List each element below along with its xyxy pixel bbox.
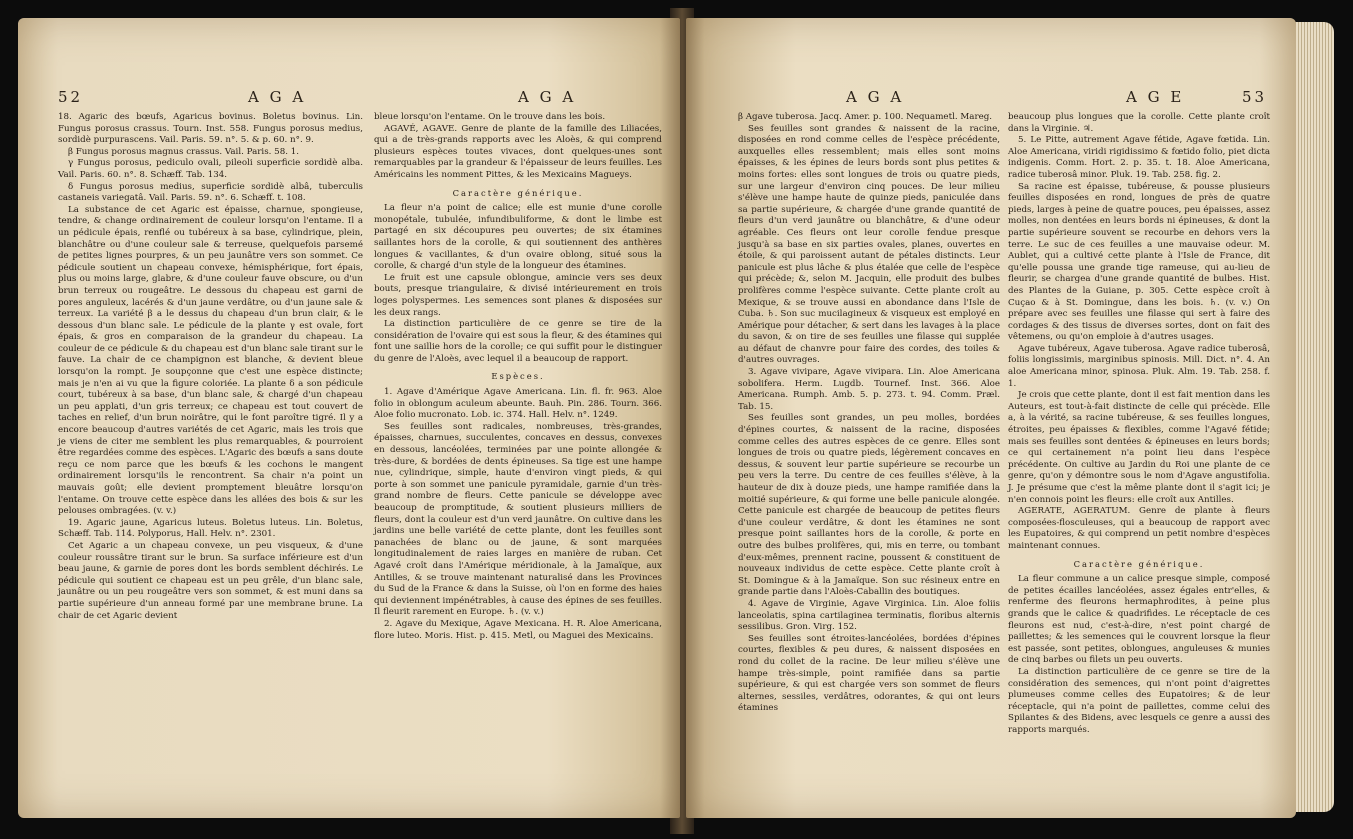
paragraph: Ses feuilles sont grandes, un peu molles, bordées d'épines courtes, & naissent de la racine, disposées comme celles des autres espèces de ce genre. Elles sont longues de trois ou quatre pieds, légèrement concaves en dessus, & souvent leur partie supérieure se recourbe un peu vers la terre. Du centre de ces feuilles s'élève, à la hauteur de dix à douze pieds, une hampe ramifiée dans la moitié supérieure, & qui forme une belle panicule alongée. Cette panicule est chargée de beaucoup de petites fleurs d'une couleur verdâtre, & dont les étamines ne sont presque point saillantes hors de la corolle, & porte en outre des bulbes prolifères, qui, mis en terre, ou tombant d'eux-mêmes, prennent racine, poussent & constituent de nouveaux individus de cette espèce. Cette plante croît à St. Domingue & à la Jamaïque. Son suc résineux entre en grande partie dans l'Aloès-Caballin des boutiques. <box>738 413 1000 598</box>
paragraph: 2. Agave du Mexique, Agave Mexicana. H. R. Aloe Americana, flore luteo. Moris. Hist. p. 415. Metl, ou Maguei des Mexicains. <box>374 618 662 641</box>
paragraph: La distinction particulière de ce genre se tire de la considération de l'ovaire qui est sous la fleur, & des étamines qui font une saillie hors de la corolle; ce qui suffit pour le distinguer du genre de l'Aloès, avec lequel il a beaucoup de rapport. <box>374 319 662 364</box>
paragraph: beaucoup plus longues que la corolle. Cette plante croît dans la Virginie. ♃. <box>1008 112 1270 134</box>
paragraph: Sa racine est épaisse, tubéreuse, & pousse plusieurs feuilles disposées en rond, longues de près de quatre pieds, larges à peine de quatre pouces, peu épaisses, assez molles, non dentées en leurs bords ni épineuses, & dont la partie supérieure souvent se recourbe en dehors vers la terre. Le suc de ces feuilles a une mauvaise odeur. M. Aublet, qui a cultivé cette plante à l'Isle de France, dit qu'elle poussa une grande tige rameuse, qui au-lieu de fleurir, se chargea d'une grande quantité de bulbes. Hist. des Plantes de la Guiane, p. 305. Cette espèce croît à Cuçao & à St. Domingue, dans les bois. ♄. (v. v.) On prépare avec ses feuilles une filasse qui sert à faire des cordages & des tissus de diverses sortes, dont on fait des vêtemens, ou qu'on emploie à d'autres usages. <box>1008 181 1270 343</box>
paragraph: Ses feuilles sont étroites-lancéolées, bordées d'épines courtes, flexibles & peu dures, & naissent disposées en rond du collet de la racine. De leur milieu s'élève une hampe très-simple, point ramifiée dans sa partie supérieure, & qui est chargée vers son sommet de fleurs alternes, sessiles, verdâtres, odorantes, & qui ont leurs étamines <box>738 633 1000 714</box>
paragraph: La distinction particulière de ce genre se tire de la considération des semences, qui n'ont point d'aigrettes plumeuses comme celles des Eupatoires; & de leur réceptacle, qui n'a point de paillettes, comme celui des Spilantes & des Bidens, avec lesquels ce genre a aussi des rapports marqués. <box>1008 666 1270 735</box>
paragraph: bleue lorsqu'on l'entame. On le trouve dans les bois. <box>374 112 606 122</box>
left-page-number: 52 <box>58 88 84 106</box>
paragraph: β Agave tuberosa. Jacq. Amer. p. 100. Nequametl. Mareg. <box>738 112 993 122</box>
section-heading: Espèces. <box>491 371 545 382</box>
left-column-1 <box>58 112 363 622</box>
paragraph: 5. Le Pitte, autrement Agave fétide, Agave fœtida. Lin. Aloe Americana, viridi rigidissimo & fœtido folio, piet dicta indigenis. Comm. Hort. 2. p. 35. t. 18. Aloe Americana, radice tuberosâ minor. Pluk. 19. Tab. 258. fig. 2. <box>1008 135 1270 180</box>
paragraph: β Fungus porosus magnus crassus. Vail. Paris. 58. 1. <box>68 146 300 157</box>
paragraph: 4. Agave de Virginie, Agave Virginica. Lin. Aloe foliis lanceolatis, spina cartilaginea terminatis, floribus alternis sessilibus. Gron. Virg. 152. <box>738 598 1000 633</box>
paragraph: AGAVÉ, AGAVE. Genre de plante de la famille des Liliacées, qui a de très-grands rapports avec les Aloès, & qui comprend plusieurs espèces toutes vivaces, dont quelques-unes sont remarquables par la grandeur & l'épaisseur de leurs feuilles. Les Américains les nomment Pittes, & les Mexicains Magueys. <box>374 123 662 180</box>
paragraph: La fleur commune a un calice presque simple, composé de petites écailles lancéolées, assez égales entr'elles, & renferme des fleurons hermaphrodites, à peine plus grands que le calice & quadrifides. Le réceptacle de ces fleurons est nud, c'est-à-dire, n'est point chargé de paillettes; & les semences qui le couvrent lorsque la fleur est passée, sont petites, oblongues, anguleuses & munies de cinq barbes ou filets un peu ouverts. <box>1008 574 1270 666</box>
paragraph: La substance de cet Agaric est épaisse, charnue, spongieuse, tendre, & change ordinairement de couleur lorsqu'on l'entame. Il a un pédicule épais, renflé ou tubéreux à sa base, cylindrique, plein, blanchâtre ou d'une couleur sale & terreuse, quelquefois parsemé de petites lignes pourpres, & un peu jaunâtre vers son sommet. Ce pédicule soutient un chapeau convexe, hémisphérique, fort épais, plus ou moins large, glabre, & d'une couleur fauve obscure, ou d'un brun terreux ou rougeâtre. Le dessous du chapeau est garni de pores anguleux, lacérés & d'un jaune verdâtre, ou d'un jaune sale & terreux. La variété β a le dessus du chapeau d'un brun clair, & le dessous d'un blanc sale. Le pédicule de la plante γ est ovale, fort épais, & gros en comparaison de la grandeur du chapeau. La couleur de ce pédicule & du chapeau est d'un blanc sale tirant sur le fauve. La chair de ce champignon est blanche, & devient bleue lorsqu'on la rompt. Je soupçonne que c'est une espèce distincte; mais je n'en ai vu que la figure coloriée. La plante δ a son pédicule court, tubéreux à sa base, d'un blanc sale, & chargé d'un chapeau un peu applati, d'un gris terreux; ce chapeau est tout couvert de taches en relief, d'un brun noirâtre, qui le font paroître tigré. Il y a encore beaucoup d'autres variétés de cet Agaric, mais les trois que je viens de citer me semblent les plus remarquables, & pourroient être regardées comme des espèces. L'Agaric des bœufs a sans doute reçu ce nom parce que les bœufs & les cochons le mangent ordinairement lorsqu'ils le rencontrent. Sa chair n'a point un mauvais goût; elle devient promptement bleuâtre lorsqu'on l'entame. On trouve cette espèce dans les allées des bois & sur les pelouses ombragées. (v. v.) <box>58 204 363 517</box>
paragraph: La fleur n'a point de calice; elle est munie d'une corolle monopétale, tubulée, infundibuliforme, & dont le limbe est partagé en six découpures peu ouvertes; de six étamines saillantes hors de la corolle, & qui soutiennent des anthères longues & vacillantes, & d'un ovaire oblong, situé sous la corolle, & chargé d'un style de la longueur des étamines. <box>374 203 662 272</box>
section-heading: Caractère générique. <box>452 187 584 198</box>
paragraph: Agave tubéreux, Agave tuberosa. Agave radice tuberosâ, foliis longissimis, marginibus spinosis. Mill. Dict. n°. 4. An aloe Americana minor, spinosa. Pluk. Alm. 19. Tab. 258. f. 1. <box>1008 343 1270 389</box>
paragraph: 1. Agave d'Amérique Agave Americana. Lin. fl. fr. 963. Aloe folio in oblongum aculeum abeunte. Bauh. Pin. 286. Tourn. 366. Aloe folio mucronato. Lob. ic. 374. Hall. Helv. n°. 1249. <box>374 387 662 421</box>
paragraph: Je crois que cette plante, dont il est fait mention dans les Auteurs, est tout-à-fait distincte de celle qui précède. Elle a, à la vérité, sa racine tubéreuse, & ses feuilles longues, étroites, peu épaisses & flexibles, comme l'Agavé fétide; mais ses feuilles sont dentées & épineuses en leurs bords; ce qui certainement n'a point lieu dans l'espèce précédente. On cultive au Jardin du Roi une plante de ce genre, qu'on y démontre sous le nom d'Agave angustifolia. J. Je présume que c'est la même plante dont il s'agit ici; je n'en connois point les fleurs: elle croît aux Antilles. <box>1008 390 1270 505</box>
left-page <box>18 18 680 818</box>
left-column-2 <box>374 112 662 642</box>
right-column-1 <box>738 112 1000 715</box>
page-edges <box>1290 22 1334 812</box>
right-page-number: 53 <box>1242 88 1268 106</box>
right-running-head-2: A G E <box>1126 88 1185 106</box>
left-running-head-1: A G A <box>248 88 307 106</box>
paragraph: γ Fungus porosus, pediculo ovali, pileoli superficie sordidè alba. Vail. Paris. 60. n°. 8. Schæff. Tab. 134. <box>58 158 363 180</box>
paragraph: 19. Agaric jaune, Agaricus luteus. Boletus luteus. Lin. Boletus, Schæff. Tab. 114. Polyporus, Hall. Helv. n°. 2301. <box>58 517 363 540</box>
paragraph: Ses feuilles sont grandes & naissent de la racine, disposées en rond comme celles de l'espèce précédente, auxquelles elles ressemblent; mais elles sont moins épaisses, & les épines de leurs bords sont plus petites & moins fortes: elles sont longues de trois ou quatre pieds, sur une largeur d'environ cinq pouces. De leur milieu s'élève une hampe haute de quinze pieds, paniculée dans sa partie supérieure, & chargée d'une grande quantité de fleurs d'un verd jaunâtre ou blanchâtre, & d'une odeur agréable. Ces fleurs ont leur corolle fendue presque jusqu'à sa base en six parties ovales, planes, ouvertes en étoile, & qui paroissent autant de pétales distincts. Leur panicule est plus lâche & plus étalée que celle de l'espèce qui précède; &, selon M. Jacquin, elle produit des bulbes prolifères comme l'espèce suivante. Cette plante croît au Mexique, & se trouve aussi en abondance dans l'Isle de Cuba. ♄. Son suc mucilagineux & visqueux est employé en Amérique pour détacher, & sert dans les lavages à la place du savon, & on tire de ses feuilles une filasse qui supplée au défaut de chanvre pour faire des cordes, des toiles & d'autres ouvrages. <box>738 123 1000 366</box>
paragraph: Le fruit est une capsule oblongue, amincie vers ses deux bouts, presque triangulaire, & divisé intérieurement en trois loges polyspermes. Les semences sont planes & disposées sur les deux rangs. <box>374 272 662 318</box>
left-running-head-2: A G A <box>518 88 577 106</box>
paragraph: 18. Agaric des bœufs, Agaricus bovinus. Boletus bovinus. Lin. Fungus porosus crassus. Tourn. Inst. 558. Fungus porosus medius, sordidè purpurascens. Vail. Paris. 59. n°. 5. & p. 60. n°. 9. <box>58 112 363 146</box>
paragraph: 3. Agave vivipare, Agave vivipara. Lin. Aloe Americana sobolifera. Herm. Lugdb. Tournef. Inst. 366. Aloe Americana. Rumph. Amb. 5. p. 273. t. 94. Comm. Præl. Tab. 15. <box>738 367 1000 412</box>
paragraph: Ses feuilles sont radicales, nombreuses, très-grandes, épaisses, charnues, succulentes, concaves en dessus, convexes en dessous, lancéolées, terminées par une pointe allongée & très-dure, & bordées de dents épineuses. Sa tige est une hampe nue, cylindrique, simple, haute d'environ vingt pieds, & qui porte à son sommet une panicule pyramidale, garnie d'un très-grand nombre de fleurs. Cette panicule se développe avec beaucoup de promptitude, & soutient plusieurs milliers de fleurs, dont la couleur est d'un verd jaunâtre. On cultive dans les jardins une belle variété de cette plante, dont les feuilles sont panachées de blanc ou de jaune, & sont marquées longitudinalement de raies larges en manière de ruban. Cet Agavé croît dans l'Amérique méridionale, à la Jamaïque, aux Antilles, & se trouve maintenant naturalisé dans les Provinces du Sud de la France & dans la Suisse, où l'on en forme des haies qui deviennent impénétrables, à cause des épines de ses feuilles. Il fleurit rarement en Europe. ♄. (v. v.) <box>374 421 662 618</box>
open-book <box>10 8 1345 834</box>
section-heading: Caractère générique. <box>1073 558 1205 569</box>
right-page <box>686 18 1296 818</box>
paragraph: Cet Agaric a un chapeau convexe, un peu visqueux, & d'une couleur roussâtre tirant sur le brun. Sa surface inférieure est d'un beau jaune, & garnie de pores dont les bords semblent déchirés. Le pédicule qui soutient ce chapeau est un peu grêle, d'un blanc sale, jaunâtre ou un peu rougeâtre vers son sommet, & est muni dans sa partie supérieure d'un anneau formé par une membrane brune. La chair de cet Agaric devient <box>58 540 363 621</box>
right-column-2 <box>1008 112 1270 736</box>
paragraph: δ Fungus porosus medius, superficie sordidè albâ, tuberculis castaneis variegatâ. Vail. Paris. 59. n°. 6. Schæff. t. 108. <box>58 181 363 204</box>
right-running-head-1: A G A <box>846 88 905 106</box>
paragraph: AGERATE, AGERATUM. Genre de plante à fleurs composées-flosculeuses, qui a beaucoup de rapport avec les Eupatoires, & qui comprend un petit nombre d'espèces maintenant connues. <box>1008 506 1270 551</box>
